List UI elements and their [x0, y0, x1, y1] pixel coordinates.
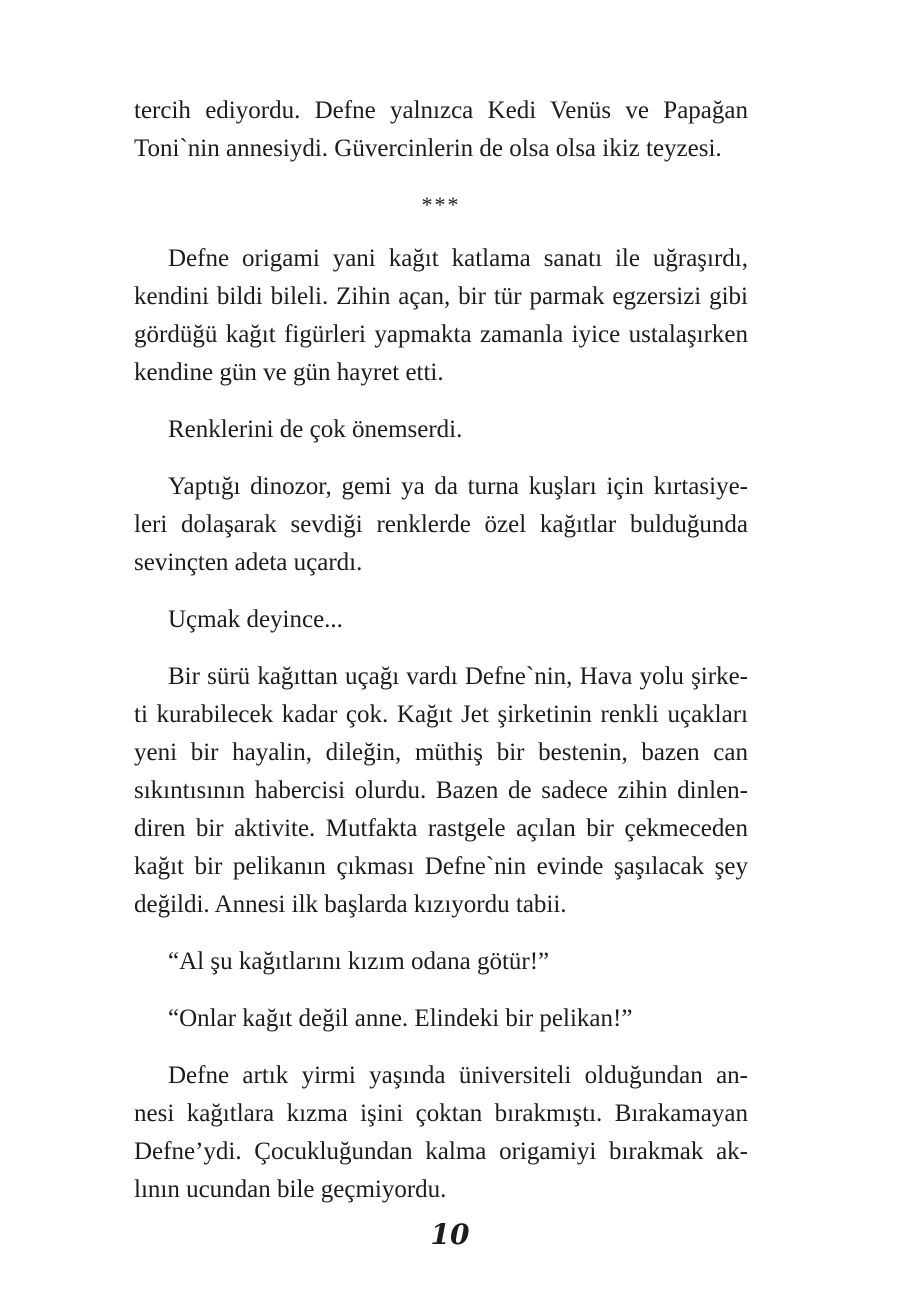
paragraph-gap: [134, 1038, 748, 1057]
dialogue-line: “Al şu kağıtlarını kızım odana götür!”: [168, 948, 550, 975]
text-line: Defne’ydi. Çocukluğundan kalma origamiyi bırakmak ak-: [134, 1138, 748, 1165]
dialogue-line: “Onlar kağıt değil anne. Elindeki bir pelikan!”: [168, 1005, 633, 1032]
paragraph-gap: [134, 924, 748, 943]
text-line: nesi kağıtlara kızma işini çoktan bırakmıştı. Bırakamayan: [134, 1100, 748, 1127]
text-line: yeni bir hayalin, dileğin, müthiş bir bestenin, bazen can: [134, 739, 748, 766]
text-line: Defne origami yani kağıt katlama sanatı ile uğraşırdı,: [168, 245, 748, 272]
paragraph: [134, 601, 748, 639]
page-number: 10: [430, 1218, 470, 1251]
text-line: ti kurabilecek kadar çok. Kağıt Jet şirketinin renkli uçakları: [134, 701, 748, 728]
text-line: kendini bildi bileli. Zihin açan, bir tür parmak egzersizi gibi: [134, 283, 748, 310]
text-line: sıkıntısının habercisi olurdu. Bazen de sadece zihin dinlen-: [134, 777, 748, 804]
text-line: Toni`nin annesiydi. Güvercinlerin de olsa olsa ikiz teyzesi.: [134, 135, 722, 162]
text-line: lının ucundan bile geçmiyordu.: [134, 1176, 447, 1203]
text-line: tercih ediyordu. Defne yalnızca Kedi Venüs ve Papağan: [134, 97, 748, 124]
paragraph-gap: [134, 981, 748, 1000]
paragraph-gap: [134, 582, 748, 601]
paragraph-gap: [134, 392, 748, 411]
text-line: kağıt bir pelikanın çıkması Defne`nin evinde şaşılacak şey: [134, 853, 748, 880]
paragraph: [134, 1000, 748, 1038]
page-body: [134, 92, 748, 1209]
text-line: kendine gün ve gün hayret etti.: [134, 359, 444, 386]
paragraph: [134, 943, 748, 981]
text-line: Renklerini de çok önemserdi.: [168, 416, 463, 443]
text-line: sevinçten adeta uçardı.: [134, 549, 363, 576]
text-line: Bir sürü kağıttan uçağı vardı Defne`nin, Hava yolu şirke-: [168, 663, 748, 690]
text-line: diren bir aktivite. Mutfakta rastgele açılan bir çekmeceden: [134, 815, 748, 842]
text-line: gördüğü kağıt figürleri yapmakta zamanla iyice ustalaşırken: [134, 321, 748, 348]
section-separator: ***: [421, 192, 461, 217]
paragraph: [134, 1057, 748, 1209]
text-line: değildi. Annesi ilk başlarda kızıyordu tabii.: [134, 891, 567, 918]
text-line: Defne artık yirmi yaşında üniversiteli olduğundan an-: [168, 1062, 748, 1089]
text-line: Yaptığı dinozor, gemi ya da turna kuşları için kırtasiye-: [168, 473, 748, 500]
text-line: leri dolaşarak sevdiği renklerde özel kağıtlar bulduğunda: [134, 511, 748, 538]
paragraph: [134, 411, 748, 449]
paragraph: [134, 240, 748, 392]
text-line: Uçmak deyince...: [168, 606, 343, 633]
paragraph: [134, 658, 748, 924]
paragraph-gap: [134, 639, 748, 658]
paragraph: [134, 468, 748, 582]
opening-paragraph: [134, 92, 748, 168]
paragraph-gap: [134, 449, 748, 468]
